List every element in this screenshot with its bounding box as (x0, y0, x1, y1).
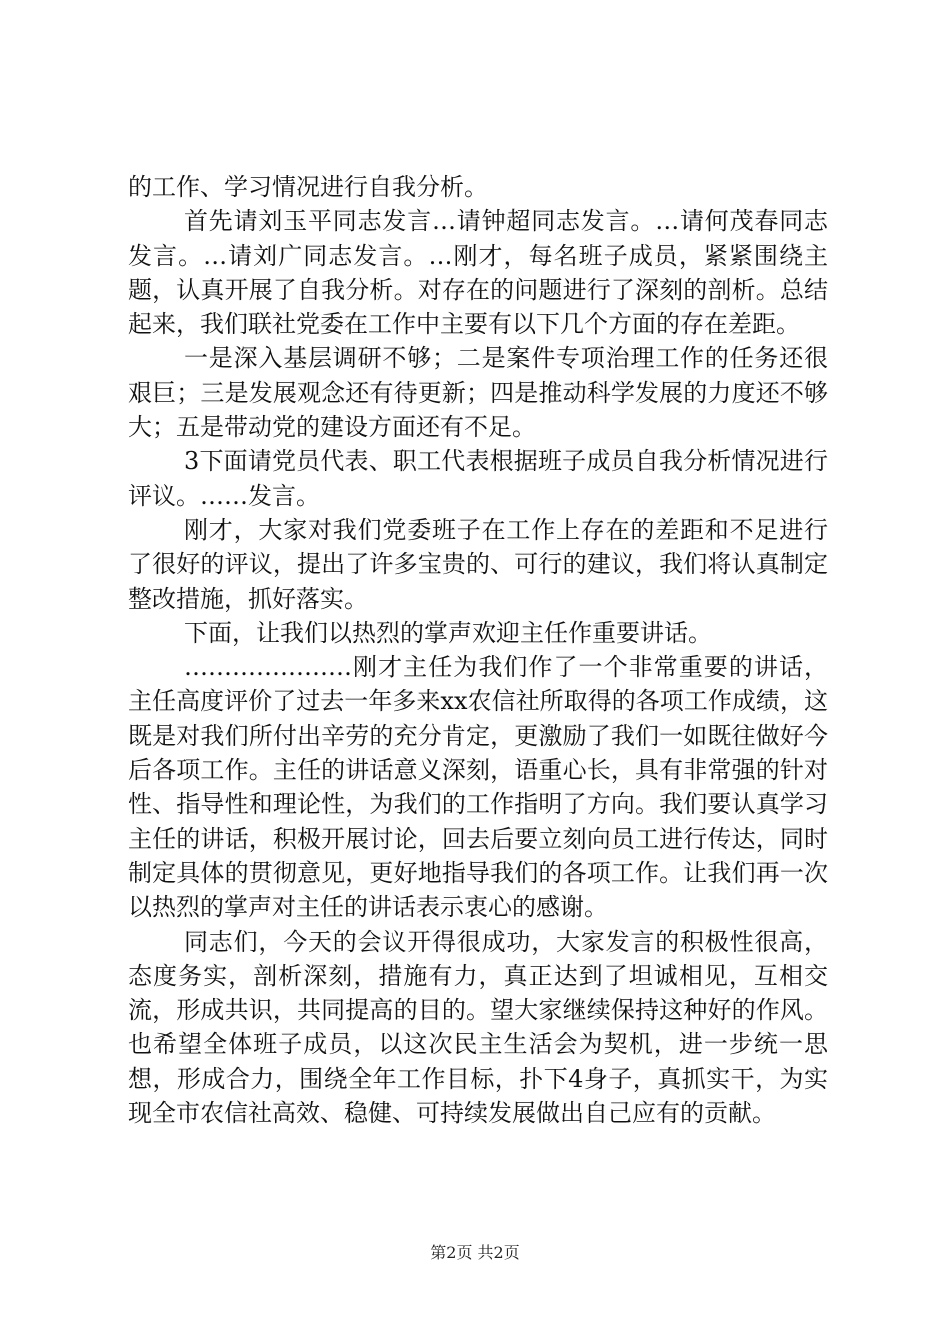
paragraph-4: 3下面请党员代表、职工代表根据班子成员自我分析情况进行评议。……发言。 (128, 447, 828, 510)
paragraph-2: 首先请刘玉平同志发言…请钟超同志发言。…请何茂春同志发言。…请刘广同志发言。…刚才，每名班子成员，紧紧围绕主题，认真开展了自我分析。对存在的问题进行了深刻的剖析。总结起来，我们联社党委在工作中主要有以下几个方面的存在差距。 (128, 207, 828, 339)
paragraph-8: 同志们，今天的会议开得很成功，大家发言的积极性很高，态度务实，剖析深刻，措施有力，真正达到了坦诚相见，互相交流，形成共识，共同提高的目的。望大家继续保持这种好的作风。也希望全体班子成员，以这次民主生活会为契机，进一步统一思想，形成合力，围绕全年工作目标，扑下4身子，真抓实干，为实现全市农信社高效、稳健、可持续发展做出自己应有的贡献。 (128, 927, 828, 1128)
paragraph-5: 刚才，大家对我们党委班子在工作上存在的差距和不足进行了很好的评议，提出了许多宝贵的、可行的建议，我们将认真制定整改措施，抓好落实。 (128, 515, 828, 613)
paragraph-7: …………………刚才主任为我们作了一个非常重要的讲话，主任高度评价了过去一年多来xx农信社所取得的各项工作成绩，这既是对我们所付出辛劳的充分肯定，更激励了我们一如既往做好今后各项工作。主任的讲话意义深刻，语重心长，具有非常强的针对性、指导性和理论性，为我们的工作指明了方向。我们要认真学习主任的讲话，积极开展讨论，回去后要立刻向员工进行传达，同时制定具体的贯彻意见，更好地指导我们的各项工作。让我们再一次以热烈的掌声对主任的讲话表示衷心的感谢。 (128, 653, 828, 922)
paragraph-6: 下面，让我们以热烈的掌声欢迎主任作重要讲话。 (184, 618, 712, 647)
paragraph-1: 的工作、学习情况进行自我分析。 (128, 173, 488, 201)
paragraph-3: 一是深入基层调研不够；二是案件专项治理工作的任务还很艰巨；三是发展观念还有待更新；四是推动科学发展的力度还不够大；五是带动党的建设方面还有不足。 (128, 344, 828, 442)
page-footer: 第2页 共2页 (430, 1243, 520, 1262)
document-body (128, 170, 828, 1130)
